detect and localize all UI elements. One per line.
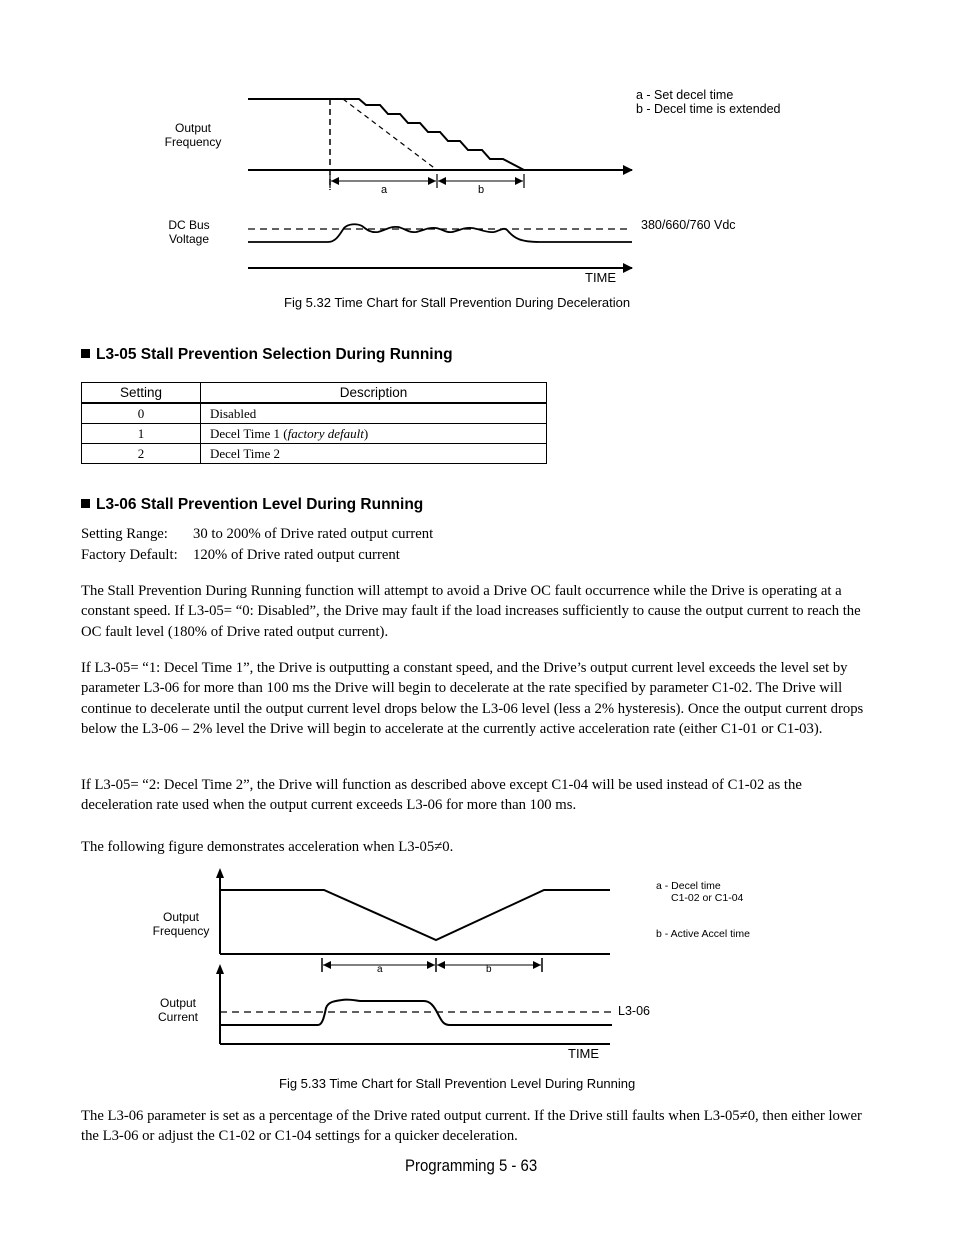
table-row (82, 444, 547, 464)
paragraph-1: The Stall Prevention During Running function will attempt to avoid a Drive OC fault occurrence while the Drive is operating at a constant speed. If L3-05= “0: Disabled”, the Drive may fault if the load increases sufficiently to cause the output current to reach the OC fault level (180% of Drive rated output current). (81, 583, 861, 640)
fig33-span-b-right-arrow (533, 961, 541, 969)
fig32-marker-b: b (478, 184, 485, 196)
fig33-output-frequency-label: Output Frequency (152, 910, 210, 938)
fig33-legend-a-line2: C1-02 or C1-04 (671, 892, 744, 904)
fig32-span-b-left-arrow (438, 177, 446, 185)
fig33-marker-a: a (377, 964, 383, 975)
factory-default-value: 120% of Drive rated output current (193, 547, 400, 563)
fig32-voltage-trace (248, 224, 632, 242)
fig33-frequency-trace (220, 890, 610, 940)
setting-range-value: 30 to 200% of Drive rated output current (193, 526, 434, 542)
table-header-setting: Setting (82, 383, 201, 404)
l305-settings-table (81, 382, 547, 464)
section-title-l306-text: L3-06 Stall Prevention Level During Running (96, 496, 424, 513)
fig33-level-label: L3-06 (618, 1004, 650, 1018)
paragraph-2: If L3-05= “1: Decel Time 1”, the Drive is outputting a constant speed, and the Drive’s output current level exceeds the level set by parameter L3-06 for more than 100 ms the Drive will begin to decelerate at the rate specified by parameter C1-02. The Drive will continue to decelerate until the output current level drops below the L3-06 level (less a 2% hysteresis). Once the output current drops below the L3-06 – 2% level the Drive will begin to accelerate at the currently active acceleration rate (either C1-01 or C1-03). (81, 660, 864, 738)
fig32-time-chart (0, 0, 954, 300)
fig33-span-a-right-arrow (427, 961, 435, 969)
fig32-set-decel-dashed (343, 99, 437, 170)
fig32-time-label: TIME (585, 270, 617, 285)
table-cell-setting: 1 (82, 424, 201, 444)
fig33-legend-b: b - Active Accel time (656, 928, 750, 940)
fig33-output-current-label: Output Current (157, 996, 198, 1024)
fig33-span-a-left-arrow (323, 961, 331, 969)
setting-range-label: Setting Range: (81, 526, 168, 542)
section-title-l305-text: L3-05 Stall Prevention Selection During Running (96, 346, 453, 363)
table-header-description: Description (201, 383, 547, 404)
paragraph-4: The following figure demonstrates acceleration when L3-05≠0. (81, 839, 454, 855)
table-cell-description: Decel Time 2 (201, 444, 547, 464)
paragraph-3: If L3-05= “2: Decel Time 2”, the Drive will function as described above except C1-04 will be used instead of C1-02 as the deceleration rate used when the output current exceeds L3-06 for more than 100 ms. (81, 777, 802, 814)
fig32-output-frequency-label: Output Frequency (164, 121, 222, 149)
fig33-frequency-y-arrow (216, 868, 224, 878)
table-cell-description (201, 424, 547, 444)
fig32-span-a-left-arrow (331, 177, 339, 185)
fig33-legend-a-line1: a - Decel time (656, 880, 721, 892)
section-title-l306 (81, 496, 423, 514)
fig32-voltage-level-label: 380/660/760 Vdc (641, 218, 736, 232)
fig33-time-label: TIME (568, 1046, 600, 1061)
fig32-span-a-right-arrow (428, 177, 436, 185)
table-cell-description: Disabled (201, 403, 547, 424)
fig33-current-y-arrow (216, 964, 224, 974)
table-cell-description-note: factory default (287, 425, 364, 441)
fig32-marker-a: a (381, 184, 388, 196)
table-header-row (82, 383, 547, 404)
table-cell-setting: 2 (82, 444, 201, 464)
fig33-marker-b: b (486, 964, 492, 975)
section-bullet-icon (81, 349, 90, 358)
fig32-dc-bus-voltage-label: DC Bus Voltage (168, 218, 210, 246)
fig32-legend-b: b - Decel time is extended (636, 102, 781, 116)
fig32-legend-a: a - Set decel time (636, 88, 734, 102)
section-title-l305 (81, 346, 453, 364)
fig32-span-b-right-arrow (515, 177, 523, 185)
page-footer: Programming 5 - 63 (405, 1156, 538, 1175)
fig32-caption: Fig 5.32 Time Chart for Stall Prevention During Deceleration (284, 295, 631, 310)
table-cell-setting: 0 (82, 403, 201, 424)
factory-default-label: Factory Default: (81, 547, 178, 563)
table-row (82, 424, 547, 444)
table-row (82, 403, 547, 424)
table-cell-description-tail: ) (363, 425, 369, 441)
paragraph-closing: The L3-06 parameter is set as a percentage of the Drive rated output current. If the Drive still faults when L3-05≠0, then either lower the L3-06 or adjust the C1-02 or C1-04 settings for a quicker deceleration. (81, 1108, 862, 1145)
fig32-frequency-trace (248, 99, 524, 170)
table-cell-description-text: Decel Time 1 ( (210, 425, 288, 441)
section-bullet-icon (81, 499, 90, 508)
fig33-time-chart (0, 860, 954, 1060)
fig33-span-b-left-arrow (437, 961, 445, 969)
fig33-caption: Fig 5.33 Time Chart for Stall Prevention Level During Running (279, 1076, 636, 1091)
